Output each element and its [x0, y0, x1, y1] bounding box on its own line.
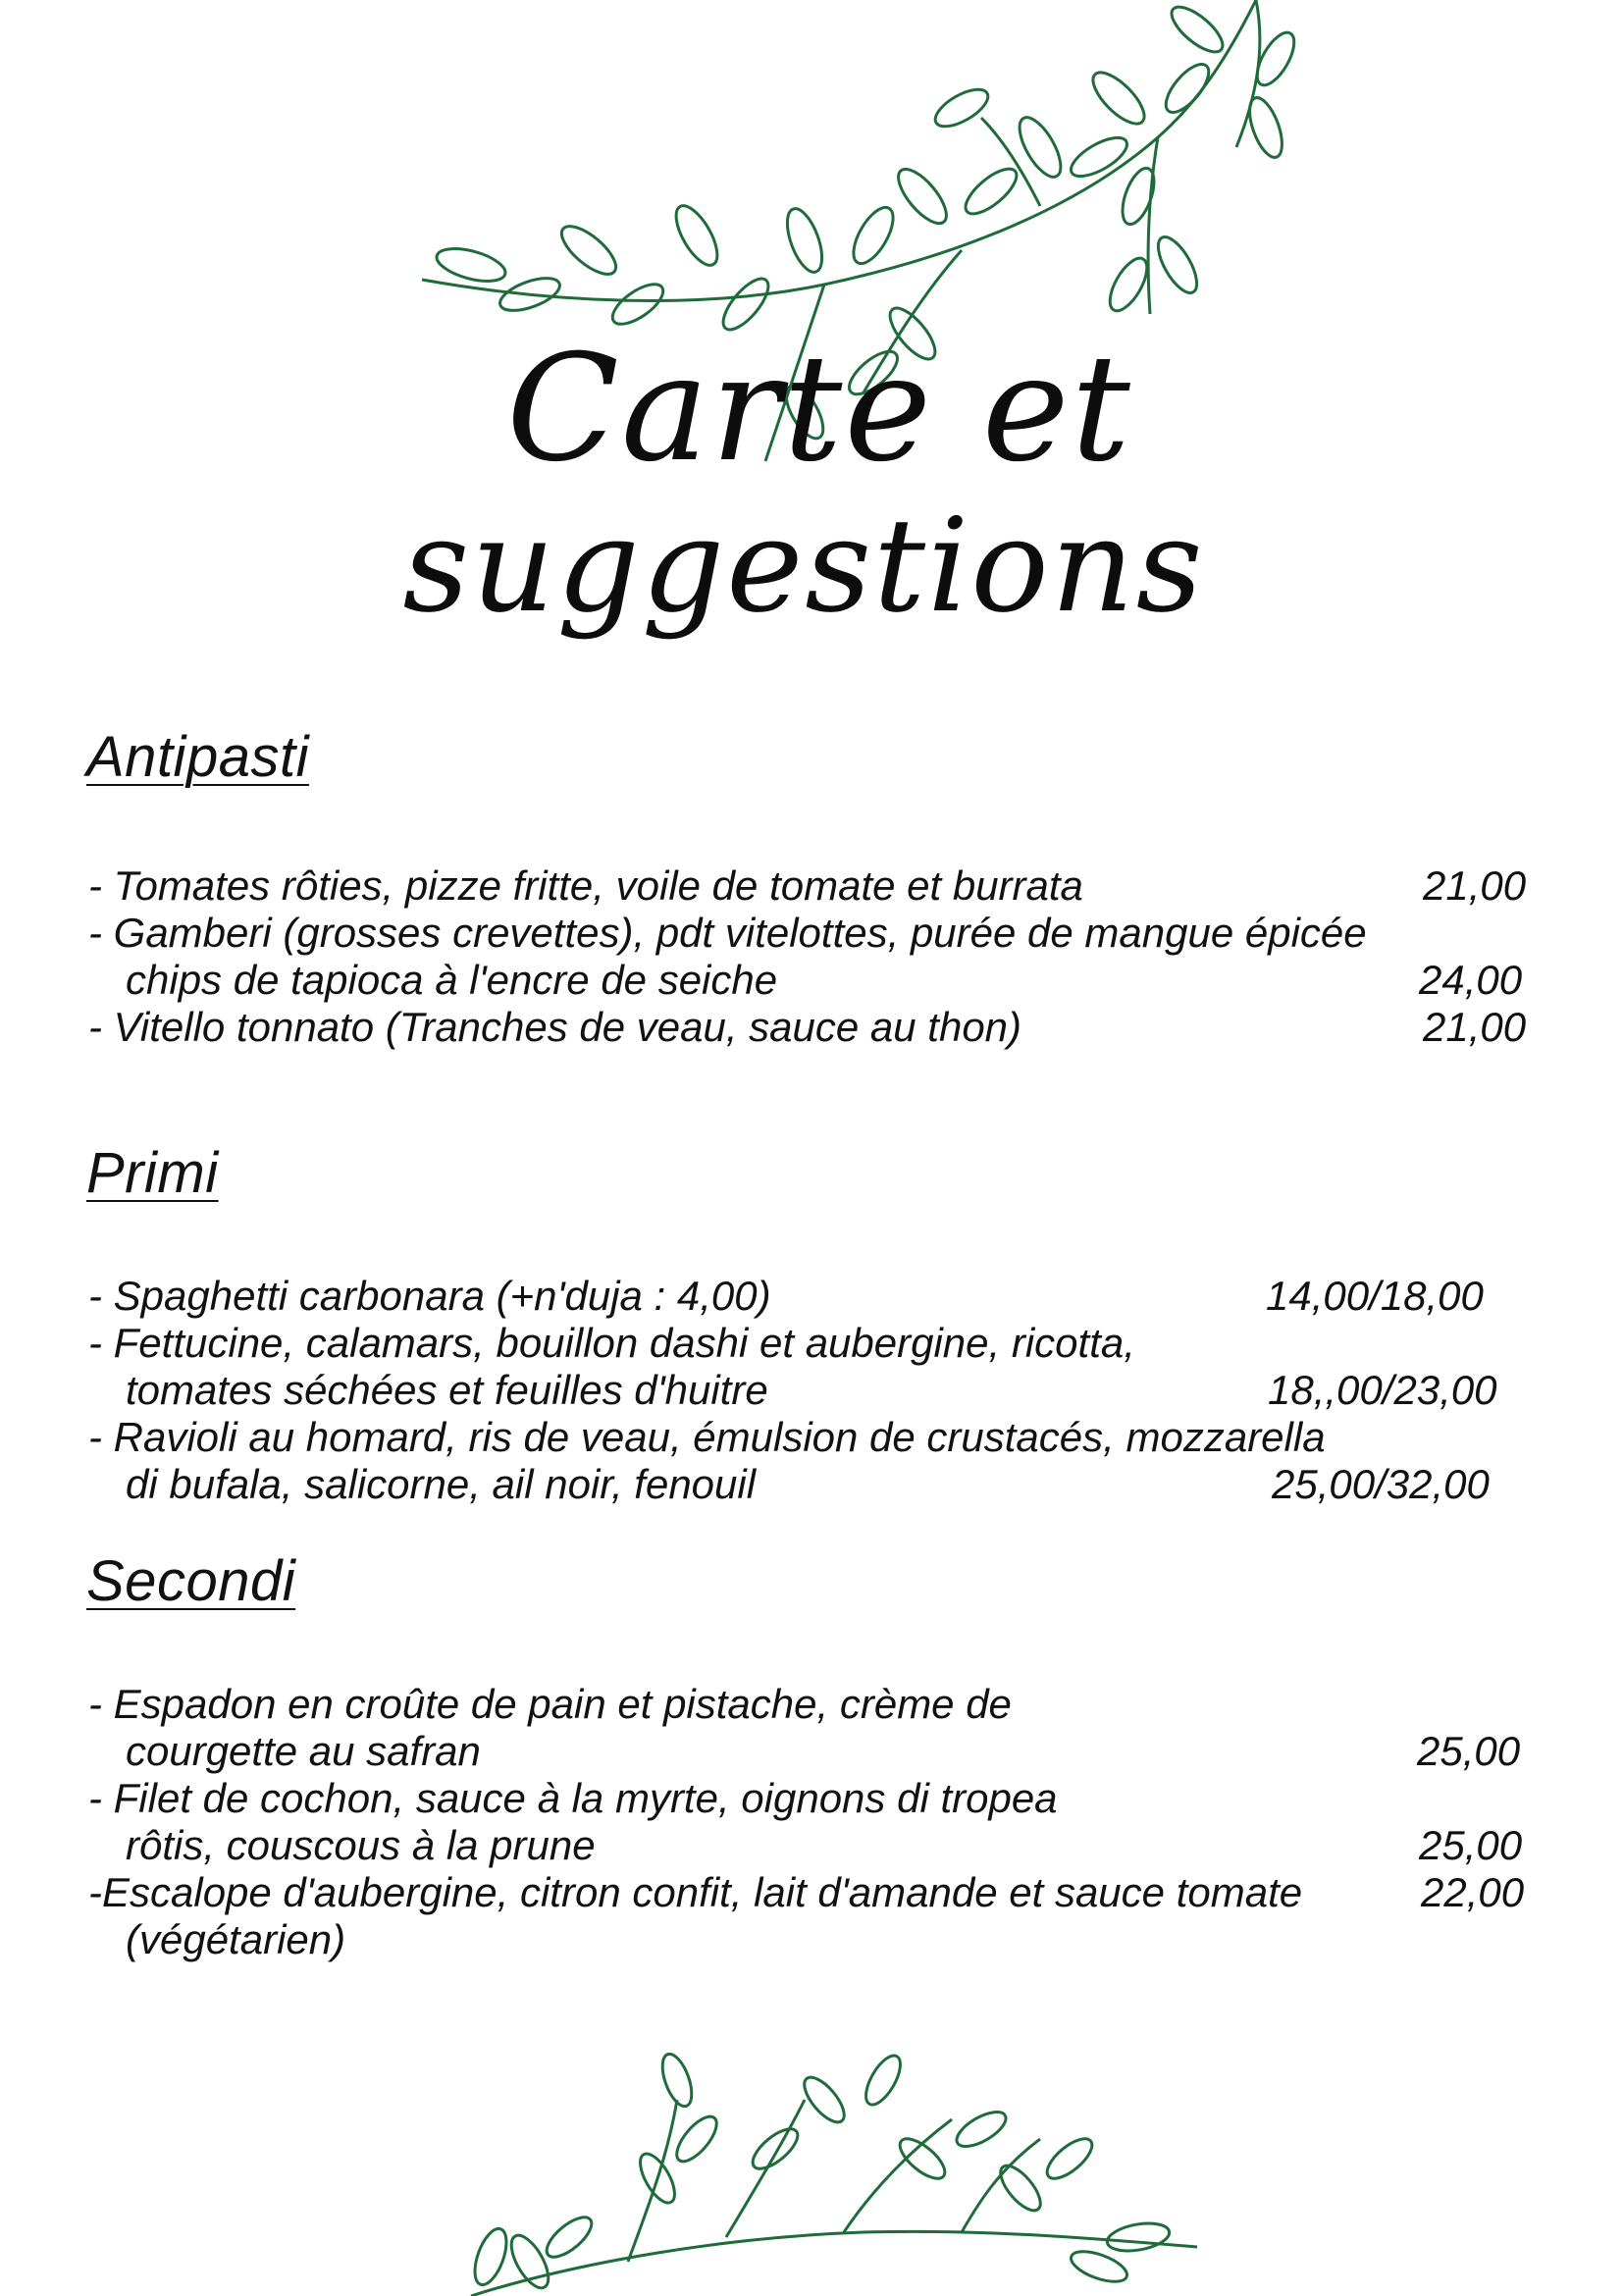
menu-item-line: -Escalope d'aubergine, citron confit, lait d'amande et sauce tomate: [88, 1869, 1303, 1915]
section-heading-antipasti: Antipasti: [86, 725, 309, 789]
menu-item-price: 25,00: [1417, 1728, 1521, 1774]
menu-item-line: (végétarien): [126, 1916, 346, 1962]
menu-item-line: - Spaghetti carbonara (+n'duja : 4,00): [88, 1273, 771, 1319]
menu-item-price: 22,00: [1421, 1869, 1525, 1915]
menu-title-line-2: suggestions: [402, 491, 1205, 642]
section-heading-secondi: Secondi: [86, 1549, 296, 1613]
menu-item-line: di bufala, salicorne, ail noir, fenouil: [126, 1461, 757, 1507]
menu-item-line: chips de tapioca à l'encre de seiche: [126, 957, 778, 1003]
menu-item-price: 21,00: [1423, 862, 1527, 909]
leaf-vine-bottom-icon: [432, 2041, 1217, 2296]
menu-item-line: - Vitello tonnato (Tranches de veau, sauce au thon): [88, 1004, 1022, 1050]
menu-item-line: - Espadon en croûte de pain et pistache, crème de: [88, 1681, 1012, 1727]
menu-item-line: - Filet de cochon, sauce à la myrte, oignons di tropea: [88, 1775, 1058, 1821]
menu-item-price: 21,00: [1423, 1004, 1527, 1050]
menu-item-price: 14,00/18,00: [1266, 1273, 1484, 1319]
menu-item-price: 18,,00/23,00: [1268, 1367, 1497, 1413]
menu-item-line: - Fettucine, calamars, bouillon dashi et aubergine, ricotta,: [88, 1320, 1135, 1366]
menu-item-line: - Gamberi (grosses crevettes), pdt vitelottes, purée de mangue épicée: [88, 910, 1367, 956]
menu-item-line: tomates séchées et feuilles d'huitre: [126, 1367, 768, 1413]
menu-item-price: 25,00/32,00: [1272, 1461, 1490, 1507]
menu-item-price: 24,00: [1419, 957, 1523, 1003]
menu-title-line-1: Carte et: [506, 324, 1132, 495]
menu-item-line: - Ravioli au homard, ris de veau, émulsion de crustacés, mozzarella: [88, 1414, 1326, 1460]
menu-item-line: courgette au safran: [126, 1728, 481, 1774]
menu-item-line: - Tomates rôties, pizze fritte, voile de tomate et burrata: [88, 862, 1083, 909]
section-heading-primi: Primi: [86, 1141, 219, 1205]
menu-item-price: 25,00: [1419, 1822, 1523, 1868]
menu-item-line: rôtis, couscous à la prune: [126, 1822, 596, 1868]
